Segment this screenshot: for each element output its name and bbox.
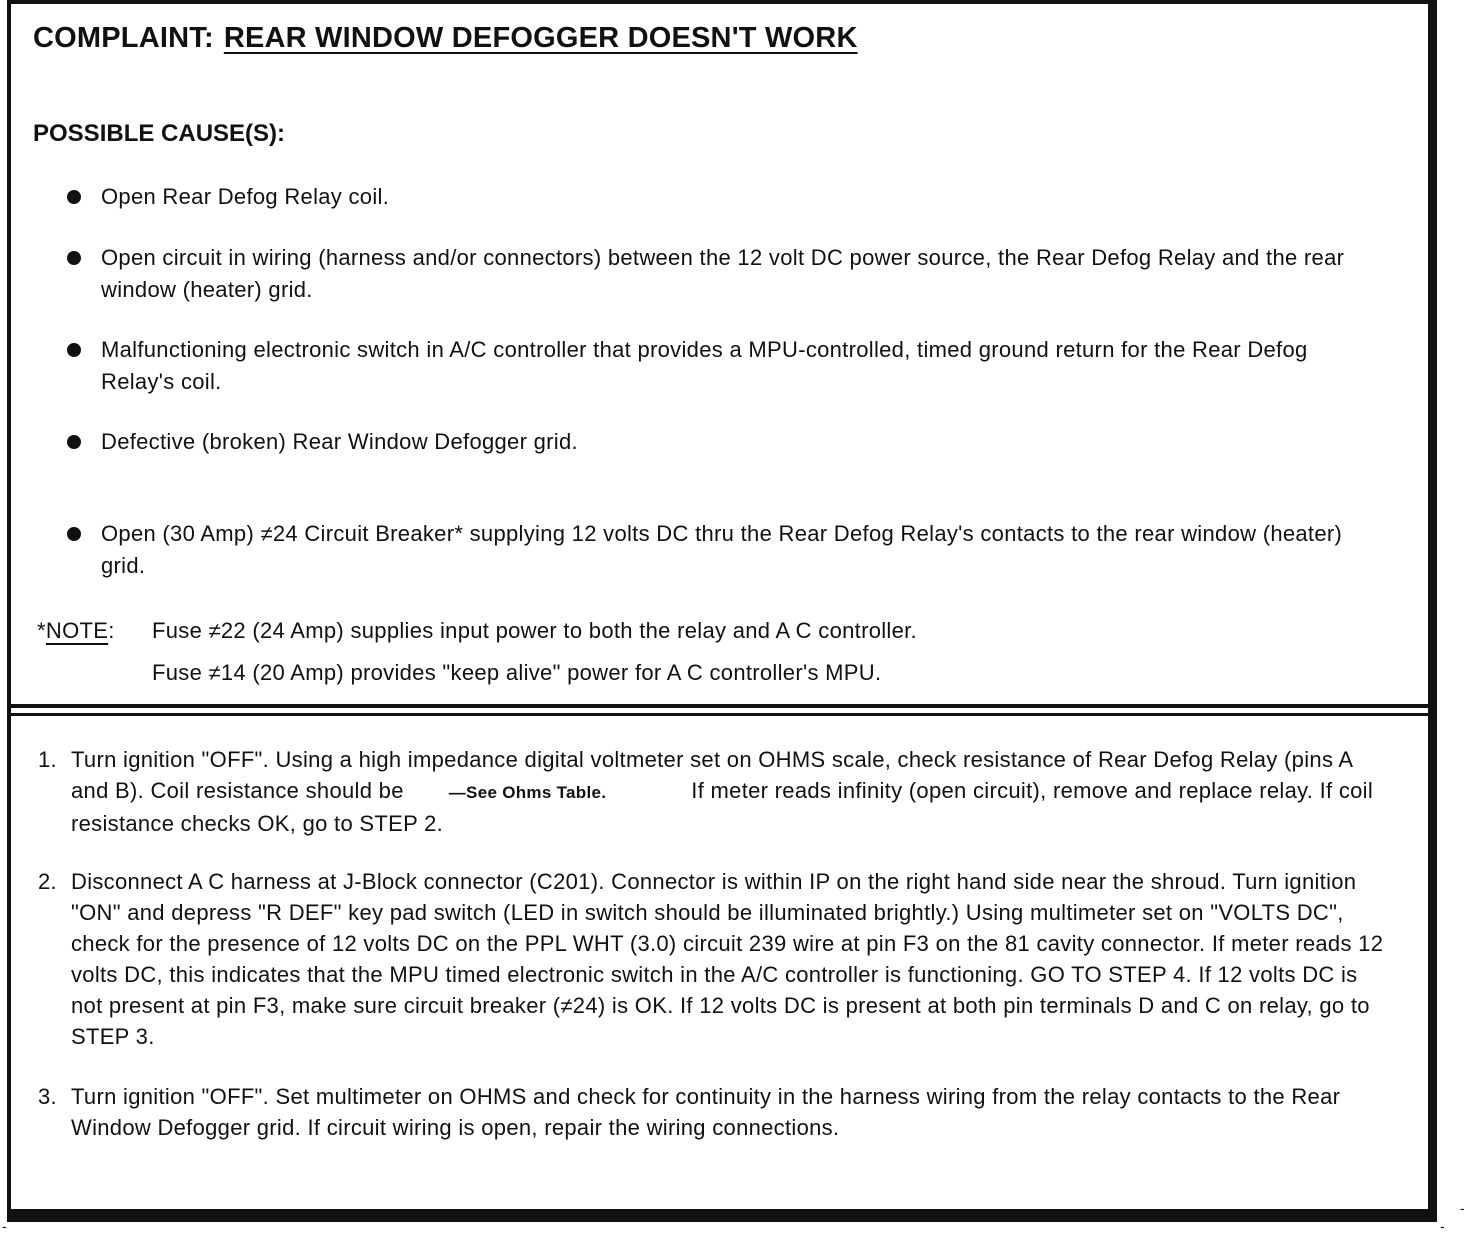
- complaint-title: [33, 22, 858, 55]
- cause-item: [101, 242, 1371, 306]
- bullet-icon: [67, 435, 81, 449]
- cause-text: Defective (broken) Rear Window Defogger grid.: [101, 429, 578, 454]
- step-text: Disconnect A C harness at J-Block connector (C201). Connector is within IP on the right hand side near the shroud. Turn ignition "ON" and depress "R DEF" key pad switch (LED in switch should be illuminated brightly.) Using multimeter set on "VOLTS DC", check for the presence of 12 volts DC on the PPL WHT (3.0) circuit 239 wire at pin F3 on the 81 cavity connector. If meter reads 12 volts DC, this indicates that the MPU timed electronic switch in the A/C controller is functioning. GO TO STEP 4. If 12 volts DC is not present at pin F3, make sure circuit breaker (≠24) is OK. If 12 volts DC is present at both pin terminals D and C on relay, go to STEP 3.: [71, 869, 1384, 1049]
- complaint-text: REAR WINDOW DEFOGGER DOESN'T WORK: [223, 22, 858, 54]
- step-number: 2.: [38, 869, 57, 894]
- step-number: 3.: [38, 1084, 57, 1109]
- cause-item: [101, 518, 1371, 582]
- step-text: Turn ignition "OFF". Set multimeter on OHMS and check for continuity in the harness wiring from the relay contacts to the Rear Window Defogger grid. If circuit wiring is open, repair the wiring connections.: [71, 1084, 1341, 1140]
- bullet-icon: [67, 251, 81, 265]
- step-text-continued: If meter reads infinity (open circuit), remove and replace relay. If coil resistance checks OK, go to STEP 2.: [71, 778, 1374, 836]
- step-item: [38, 744, 1391, 839]
- corner-mark: -: [2, 1218, 7, 1234]
- section-divider-top: [11, 704, 1430, 708]
- note-label: [37, 610, 115, 652]
- bullet-icon: [67, 343, 81, 357]
- note-label-text: NOTE: [45, 618, 109, 643]
- section-divider-bottom: [11, 713, 1430, 716]
- note-line: Fuse ≠22 (24 Amp) supplies input power to both the relay and A C controller.: [152, 618, 917, 643]
- step-text: Turn ignition "OFF". Using a high impedance digital voltmeter set on OHMS scale, check resistance of Rear Defog Relay (pins A and B). Coil resistance should be: [71, 747, 1353, 803]
- corner-mark: -: [1460, 1200, 1465, 1216]
- step-number: 1.: [38, 747, 57, 772]
- step-item: [38, 1081, 1391, 1143]
- cause-item: [101, 181, 1371, 213]
- cause-text: Open Rear Defog Relay coil.: [101, 184, 390, 209]
- cause-text: Open circuit in wiring (harness and/or connectors) between the 12 volt DC power source, the Rear Defog Relay and the rear window (heater) grid.: [101, 245, 1345, 302]
- step-item: [38, 866, 1391, 1052]
- cause-item: [101, 426, 1371, 458]
- note-lines: [152, 610, 917, 694]
- bullet-icon: [67, 527, 81, 541]
- cause-text: Open (30 Amp) ≠24 Circuit Breaker* supplying 12 volts DC thru the Rear Defog Relay's contacts to the rear window (heater) grid.: [101, 521, 1343, 578]
- cause-item: [101, 334, 1371, 398]
- note-line: Fuse ≠14 (20 Amp) provides "keep alive" power for A C controller's MPU.: [152, 660, 882, 685]
- possible-causes-heading: POSSIBLE CAUSE(S):: [33, 120, 286, 147]
- ohms-table-reference: —See Ohms Table.: [448, 783, 607, 802]
- bullet-icon: [67, 190, 81, 204]
- corner-mark: -: [1440, 1218, 1445, 1234]
- complaint-label: COMPLAINT:: [33, 22, 214, 54]
- note-asterisk: *: [37, 618, 46, 643]
- cause-text: Malfunctioning electronic switch in A/C controller that provides a MPU-controlled, timed ground return for the Rear Defog Relay's coil.: [101, 337, 1308, 394]
- note-colon: :: [108, 618, 115, 643]
